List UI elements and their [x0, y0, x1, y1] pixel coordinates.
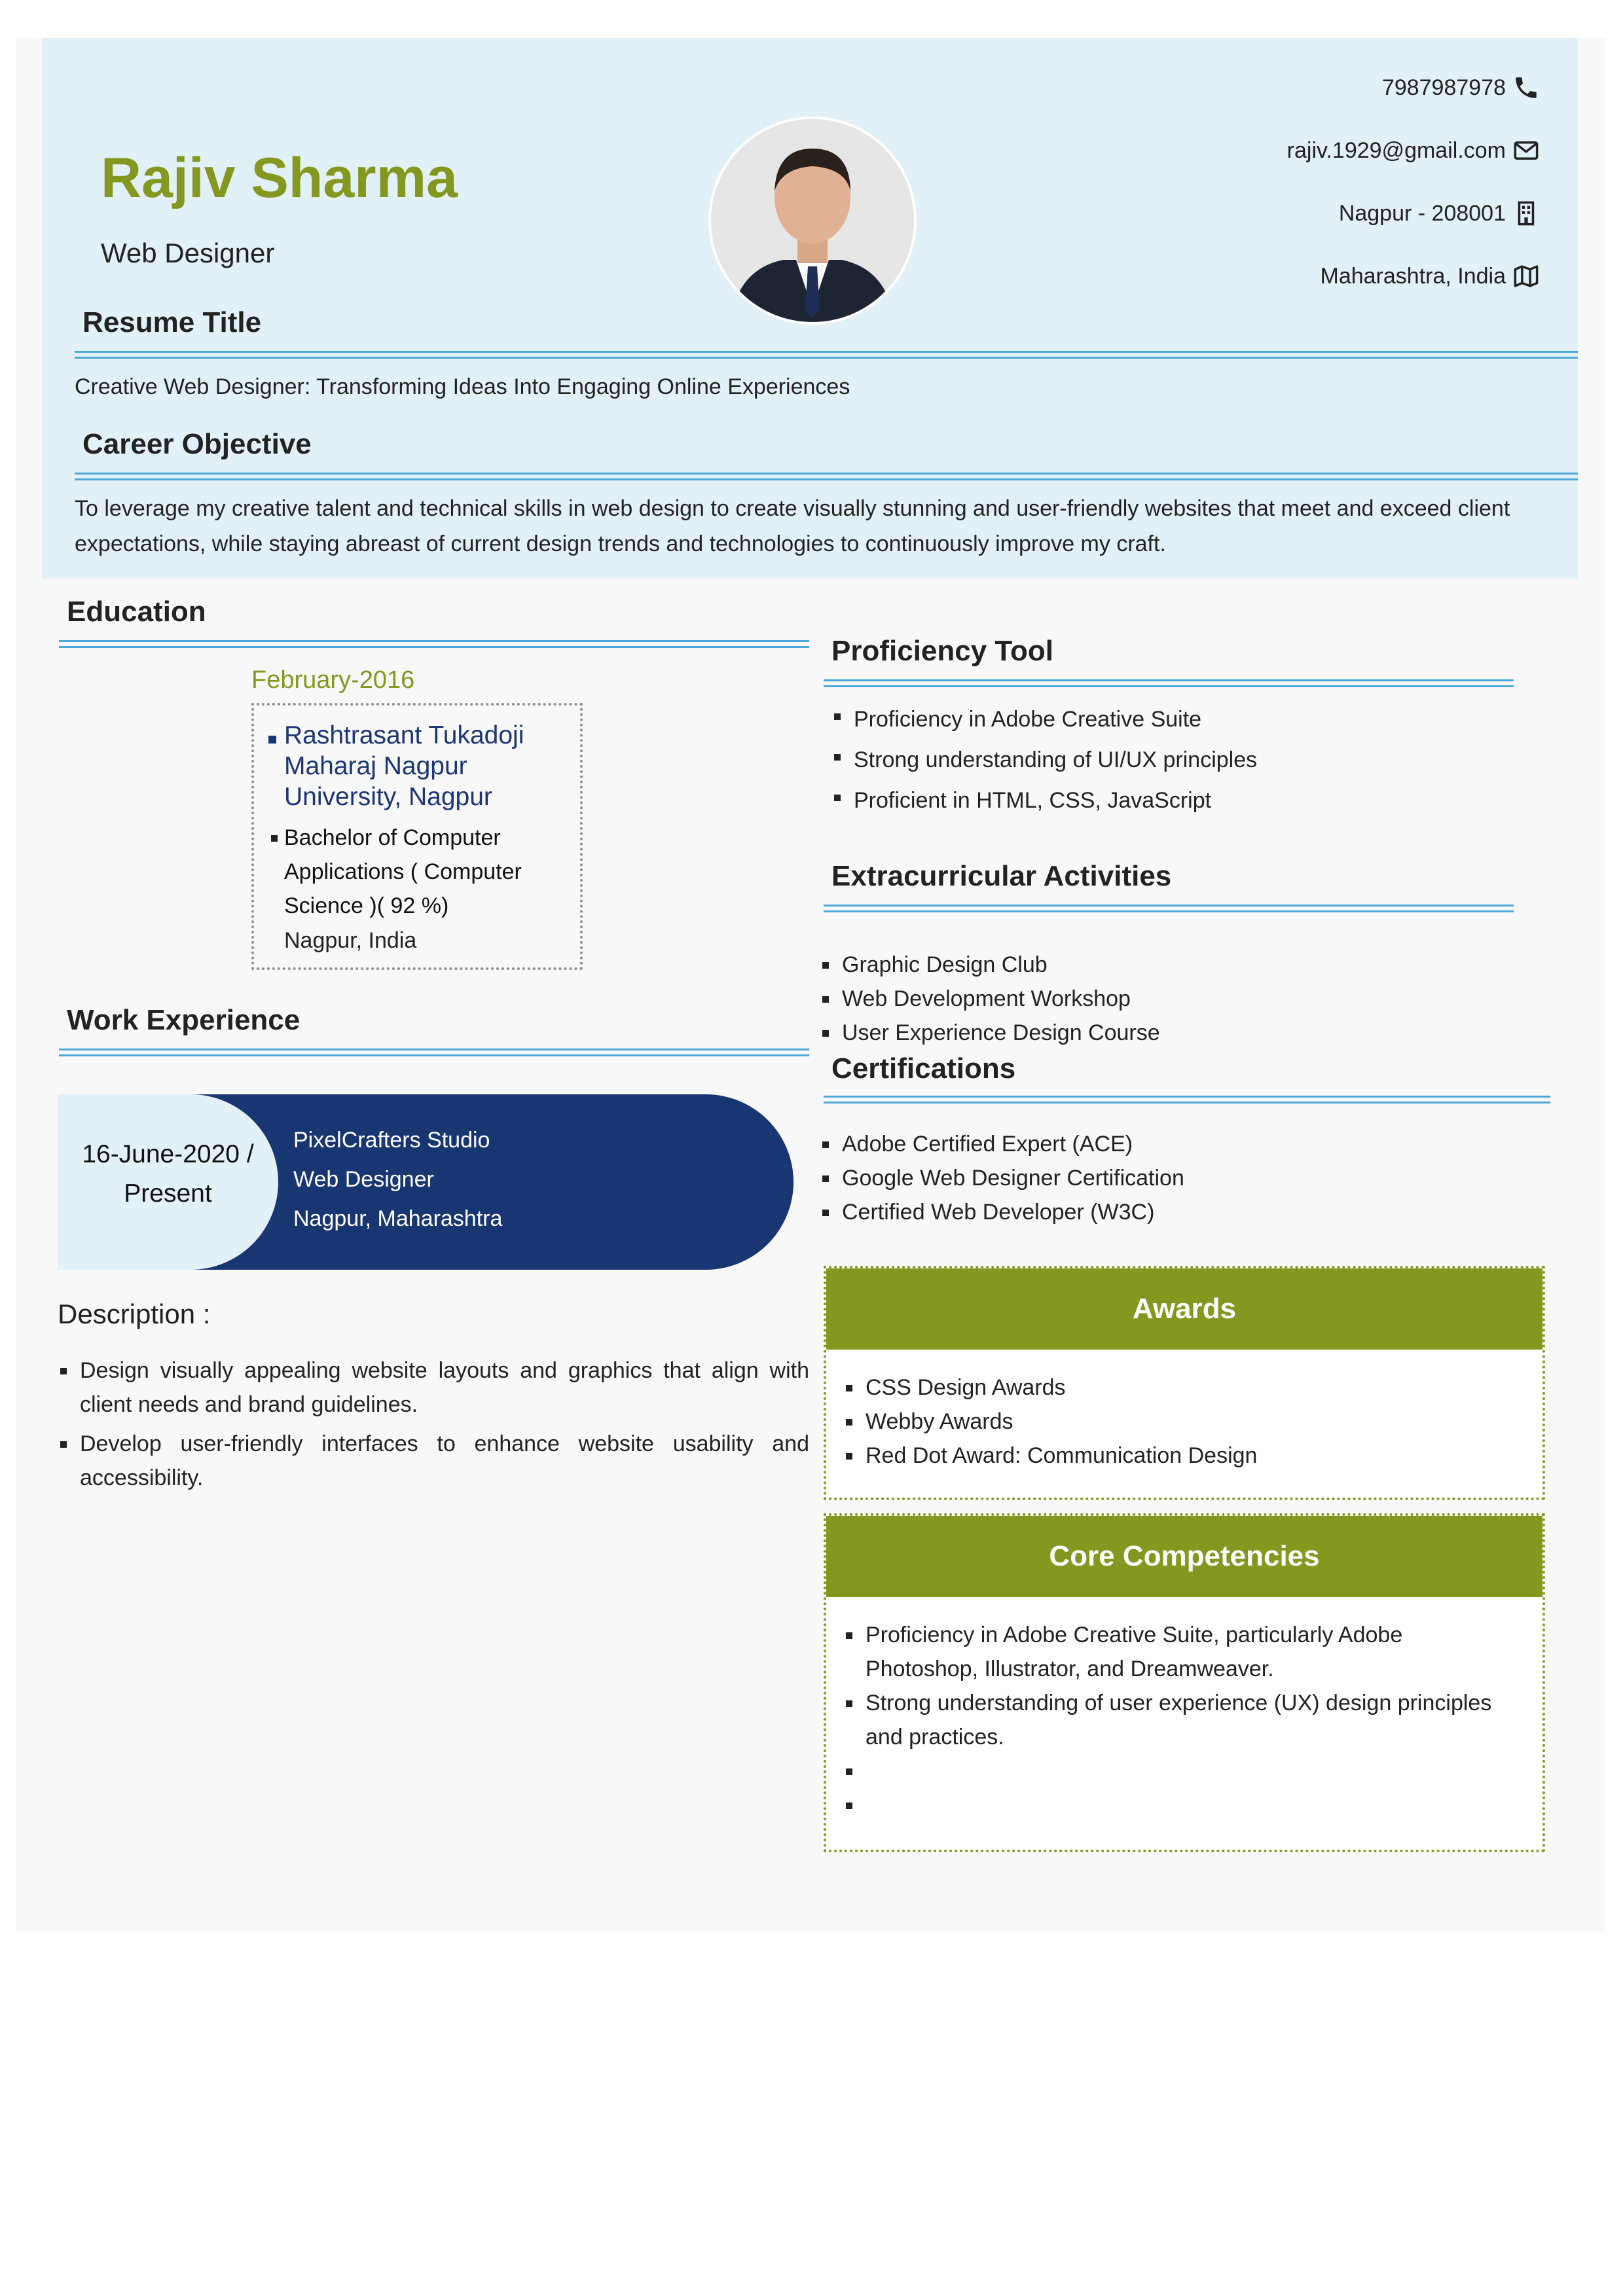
contact-city: Nagpur - 208001 [1338, 200, 1506, 226]
core-competencies-list [843, 1618, 1518, 1822]
contact-phone[interactable]: 7987987978 [1381, 75, 1506, 100]
profile-photo-illustration [711, 119, 914, 322]
phone-icon [1512, 74, 1540, 101]
resume-title-divider [75, 351, 1578, 359]
list-item: Proficiency in Adobe Creative Suite [831, 699, 1552, 740]
proficiency-divider [824, 679, 1514, 687]
awards-list [843, 1371, 1524, 1473]
list-item: CSS Design Awards [843, 1371, 1524, 1405]
list-item: Proficiency in Adobe Creative Suite, particularly Adobe Photoshop, Illustrator, and Dreamweaver. [843, 1618, 1518, 1686]
building-icon [1512, 200, 1540, 227]
list-item: Webby Awards [843, 1405, 1524, 1439]
awards-box [824, 1266, 1545, 1500]
proficiency-heading: Proficiency Tool [831, 635, 1054, 667]
list-item [843, 1788, 1518, 1822]
education-divider [59, 640, 809, 648]
list-item: Certified Web Developer (W3C) [820, 1195, 1540, 1229]
mail-icon [1512, 137, 1540, 164]
contact-region-row [1321, 257, 1506, 296]
list-item: Web Development Workshop [820, 982, 1540, 1016]
contact-city-row [1339, 194, 1506, 233]
list-item: Graphic Design Club [820, 948, 1540, 982]
work-experience-divider [59, 1049, 809, 1056]
resume-title-text: Creative Web Designer: Transforming Ideas Into Engaging Online Experiences [75, 374, 850, 399]
map-icon [1512, 262, 1540, 290]
work-company: PixelCrafters Studio [293, 1128, 490, 1153]
core-competencies-box [824, 1513, 1545, 1852]
candidate-name: Rajiv Sharma [101, 147, 458, 209]
work-title: Web Designer [293, 1167, 434, 1192]
header-section [42, 38, 1578, 579]
list-item: Design visually appealing website layouts and graphics that align with client needs and brand guidelines. [58, 1354, 809, 1422]
career-objective-text: To leverage my creative talent and technical skills in web design to create visually stunning and user-friendly websites that meet and exceed client expectations, while staying abreast of current design trends and technologies to continuously improve my craft. [75, 496, 1510, 556]
education-institution-bullet [268, 736, 276, 744]
list-item: Google Web Designer Certification [820, 1161, 1540, 1195]
list-item: Strong understanding of user experience (UX) design principles and practices. [843, 1686, 1518, 1754]
career-objective-divider [75, 473, 1578, 480]
resume-page [16, 38, 1605, 1932]
list-item: Proficient in HTML, CSS, JavaScript [831, 780, 1552, 821]
contact-phone-row [1382, 68, 1506, 107]
profile-photo [708, 117, 917, 325]
list-item [843, 1754, 1518, 1788]
work-info [293, 1121, 502, 1238]
work-date-box [58, 1094, 278, 1270]
awards-heading: Awards [826, 1268, 1542, 1350]
education-location: Nagpur, India [284, 928, 417, 953]
work-date [58, 1135, 278, 1213]
extracurricular-divider [824, 905, 1514, 912]
extracurricular-list [820, 948, 1540, 1050]
contact-email[interactable]: rajiv.1929@gmail.com [1286, 137, 1506, 163]
list-item: Adobe Certified Expert (ACE) [820, 1127, 1540, 1161]
work-location: Nagpur, Maharashtra [293, 1206, 503, 1231]
work-experience-heading: Work Experience [67, 1004, 301, 1036]
education-degree: Bachelor of Computer Applications ( Computer Science )( 92 %) [284, 825, 522, 918]
work-description-list [58, 1354, 809, 1495]
certifications-heading: Certifications [831, 1052, 1016, 1085]
candidate-role: Web Designer [101, 238, 275, 268]
certifications-divider [824, 1096, 1550, 1103]
contact-region: Maharashtra, India [1320, 263, 1506, 289]
education-heading: Education [67, 596, 206, 628]
proficiency-list [831, 699, 1552, 821]
education-date: February-2016 [251, 666, 415, 694]
extracurricular-heading: Extracurricular Activities [831, 860, 1172, 892]
education-degree-bullet [271, 835, 278, 842]
list-item: Red Dot Award: Communication Design [843, 1439, 1524, 1473]
list-item: User Experience Design Course [820, 1016, 1540, 1050]
contact-email-row [1287, 131, 1506, 170]
resume-title-heading: Resume Title [82, 306, 262, 338]
work-date-end: Present [124, 1179, 212, 1208]
list-item: Strong understanding of UI/UX principles [831, 740, 1552, 780]
education-card [251, 703, 583, 970]
work-description-label: Description : [58, 1299, 211, 1329]
education-institution: Rashtrasant Tukadoji Maharaj Nagpur University, Nagpur [284, 721, 524, 811]
career-objective-heading: Career Objective [82, 428, 312, 460]
core-competencies-heading: Core Competencies [826, 1516, 1542, 1597]
work-date-start: 16-June-2020 / [82, 1140, 254, 1168]
certifications-list [820, 1127, 1540, 1229]
list-item: Develop user-friendly interfaces to enhance website usability and accessibility. [58, 1427, 809, 1495]
